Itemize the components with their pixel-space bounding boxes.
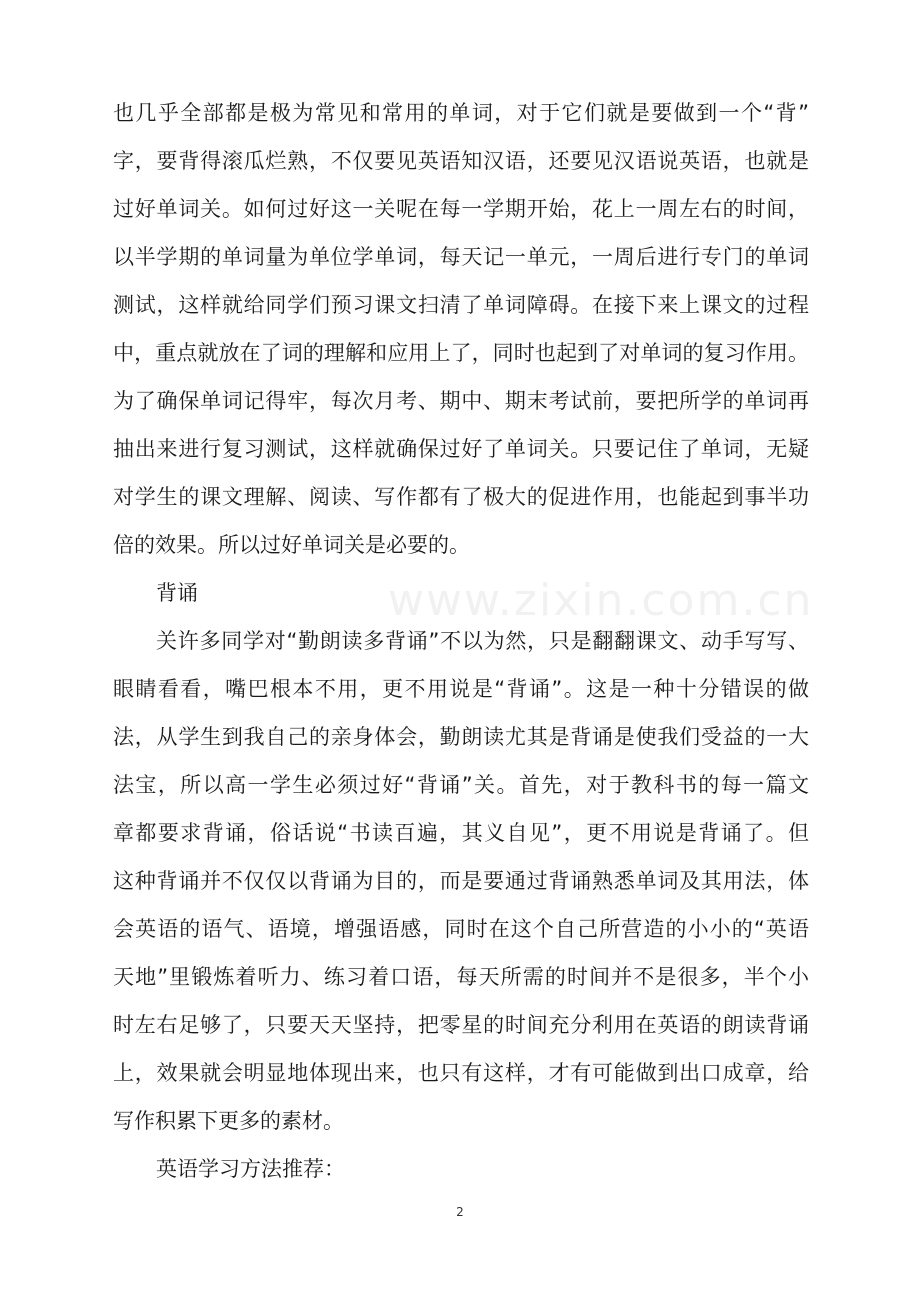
text-line: 上，效果就会明显地体现出来，也只有这样，才有可能做到出口成章，给 xyxy=(113,1061,809,1085)
text-line: 字，要背得滚瓜烂熟，不仅要见英语知汉语，还要见汉语说英语，也就是 xyxy=(113,149,809,173)
text-line: 过好单词关。如何过好这一关呢在每一学期开始，花上一周左右的时间， xyxy=(113,197,809,221)
text-line: 以半学期的单词量为单位学单词，每天记一单元，一周后进行专门的单词 xyxy=(113,245,809,269)
text-line: 测试，这样就给同学们预习课文扫清了单词障碍。在接下来上课文的过程 xyxy=(113,293,809,317)
paragraph-vocabulary xyxy=(113,89,809,569)
text-line: 眼睛看看，嘴巴根本不用，更不用说是“背诵”。这是一种十分错误的做 xyxy=(113,677,809,701)
text-line: 倍的效果。所以过好单词关是必要的。 xyxy=(113,533,470,557)
watermark: www.zixin.com.cn xyxy=(388,575,814,626)
text-line: 抽出来进行复习测试，这样就确保过好了单词关。只要记住了单词，无疑 xyxy=(113,437,809,461)
text-line: 章都要求背诵，俗话说“书读百遍，其义自见”，更不用说是背诵了。但 xyxy=(113,821,809,845)
text-line: 写作积累下更多的素材。 xyxy=(113,1109,344,1133)
paragraph-recitation xyxy=(113,617,809,1145)
text-line: 为了确保单词记得牢，每次月考、期中、期末考试前，要把所学的单词再 xyxy=(113,389,809,413)
text-line: 这种背诵并不仅仅以背诵为目的，而是要通过背诵熟悉单词及其用法，体 xyxy=(113,869,809,893)
page-number: 2 xyxy=(456,1205,464,1219)
text-line: 中，重点就放在了词的理解和应用上了，同时也起到了对单词的复习作用。 xyxy=(113,341,809,365)
heading-text: 背诵 xyxy=(156,581,198,605)
text-line: 时左右足够了，只要天天坚持，把零星的时间充分利用在英语的朗读背诵 xyxy=(113,1013,809,1037)
text-line: 天地”里锻炼着听力、练习着口语，每天所需的时间并不是很多，半个小 xyxy=(113,965,809,989)
text-line: 关许多同学对“勤朗读多背诵”不以为然，只是翻翻课文、动手写写、 xyxy=(156,629,809,653)
text-line: 对学生的课文理解、阅读、写作都有了极大的促进作用，也能起到事半功 xyxy=(113,485,809,509)
section-heading-recitation xyxy=(156,569,809,617)
text-line: 会英语的语气、语境，增强语感，同时在这个自己所营造的小小的“英语 xyxy=(113,917,809,941)
text-line: 法宝，所以高一学生必须过好“背诵”关。首先，对于教科书的每一篇文 xyxy=(113,773,809,797)
text-line: 法，从学生到我自己的亲身体会，勤朗读尤其是背诵是使我们受益的一大 xyxy=(113,725,809,749)
text-line: 也几乎全部都是极为常见和常用的单词，对于它们就是要做到一个“背” xyxy=(113,101,809,125)
section-heading-recommendations xyxy=(156,1145,809,1193)
heading-text: 英语学习方法推荐： xyxy=(156,1157,345,1181)
